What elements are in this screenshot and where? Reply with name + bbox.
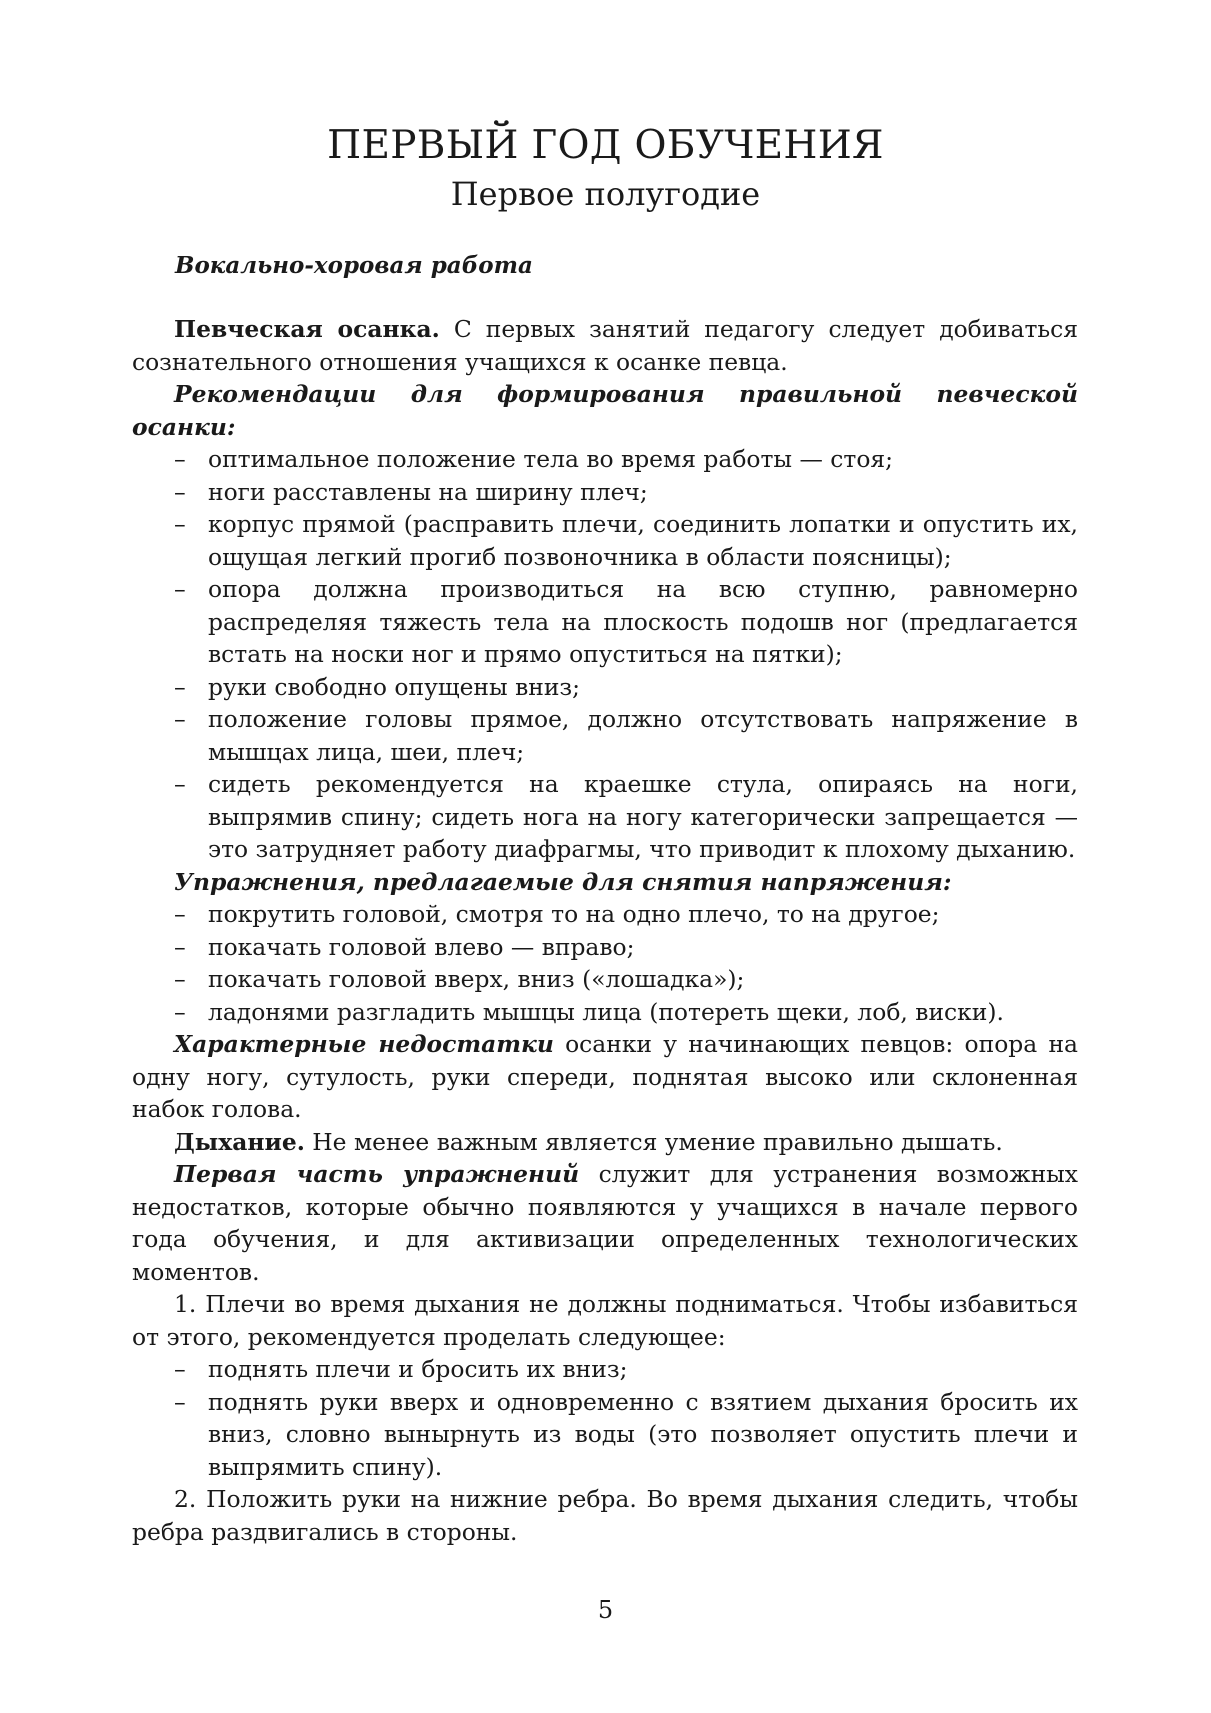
paragraph-first-part: Первая часть упражнений служит для устранения возможных недостатков, которые обычно появляются у учащихся в начале первого года обучения, и для активизации определенных технологических моментов. xyxy=(132,1160,1078,1286)
list-item: – руки свободно опущены вниз; xyxy=(132,671,1078,704)
paragraph-posture xyxy=(132,313,1078,378)
paragraph-item-1: 1. Плечи во время дыхания не должны подниматься. Чтобы избавиться от этого, рекомендуется проделать следующее: xyxy=(132,1290,1078,1351)
list-item: – ладонями разгладить мышцы лица (потереть щеки, лоб, виски). xyxy=(132,996,1078,1029)
list-item: – покачать головой вверх, вниз («лошадка»); xyxy=(132,963,1078,996)
list-item: – поднять плечи и бросить их вниз; xyxy=(132,1353,1078,1386)
list-item: – оптимальное положение тела во время работы — стоя; xyxy=(132,443,1078,476)
paragraph-defects: Характерные недостатки осанки у начинающих певцов: опора на одну ногу, сутулость, руки спереди, поднятая высоко или склоненная набок голова. xyxy=(132,1030,1078,1123)
paragraph-posture-text: С первых занятий педагогу следует добиваться сознательного отношения учащихся к осанке певца. xyxy=(132,315,1079,376)
term-breathing: Дыхание. xyxy=(174,1127,305,1156)
term-first-part: Первая часть упражнений xyxy=(174,1160,580,1188)
recommendations-heading: Рекомендации для формирования правильной певческой осанки: xyxy=(132,380,1078,441)
list-item: – опора должна производиться на всю ступню, равномерно распределяя тяжесть тела на плоскость подошв ног (предлагается встать на носки ног и прямо опуститься на пятки); xyxy=(132,573,1078,671)
recommendations-list xyxy=(132,443,1078,866)
page-subtitle: Первое полугодие xyxy=(450,175,761,213)
list-item: – покрутить головой, смотря то на одно плечо, то на другое; xyxy=(132,898,1078,931)
exercises-list xyxy=(132,898,1078,1028)
list-item: – поднять руки вверх и одновременно с взятием дыхания бросить их вниз, словно вынырнуть из воды (это позволяет опустить плечи и выпрямить спину). xyxy=(132,1386,1078,1484)
list-item: – покачать головой влево — вправо; xyxy=(132,931,1078,964)
paragraph-breathing: Дыхание. Не менее важным является умение правильно дышать. xyxy=(174,1127,1003,1156)
list-item: – ноги расставлены на ширину плеч; xyxy=(132,476,1078,509)
page-title: ПЕРВЫЙ ГОД ОБУЧЕНИЯ xyxy=(327,123,884,168)
section-heading: Вокально-хоровая работа xyxy=(175,252,533,279)
exercises-heading: Упражнения, предлагаемые для снятия напряжения: xyxy=(174,867,952,896)
shoulders-list xyxy=(132,1353,1078,1483)
list-item: – корпус прямой (расправить плечи, соединить лопатки и опустить их, ощущая легкий прогиб позвоночника в области поясницы); xyxy=(132,508,1078,573)
list-item: – положение головы прямое, должно отсутствовать напряжение в мышцах лица, шеи, плеч; xyxy=(132,703,1078,768)
list-item: – сидеть рекомендуется на краешке стула, опираясь на ноги, выпрямив спину; сидеть нога на ногу категорически запрещается — это затрудняет работу диафрагмы, что приводит к плохому дыханию. xyxy=(132,768,1078,866)
paragraph-item-2: 2. Положить руки на нижние ребра. Во время дыхания следить, чтобы ребра раздвигались в стороны. xyxy=(132,1485,1078,1546)
page-number: 5 xyxy=(597,1596,614,1624)
term-defects: Характерные недостатки xyxy=(174,1030,554,1058)
body-text xyxy=(132,313,1078,1548)
term-posture: Певческая осанка. xyxy=(174,315,440,343)
